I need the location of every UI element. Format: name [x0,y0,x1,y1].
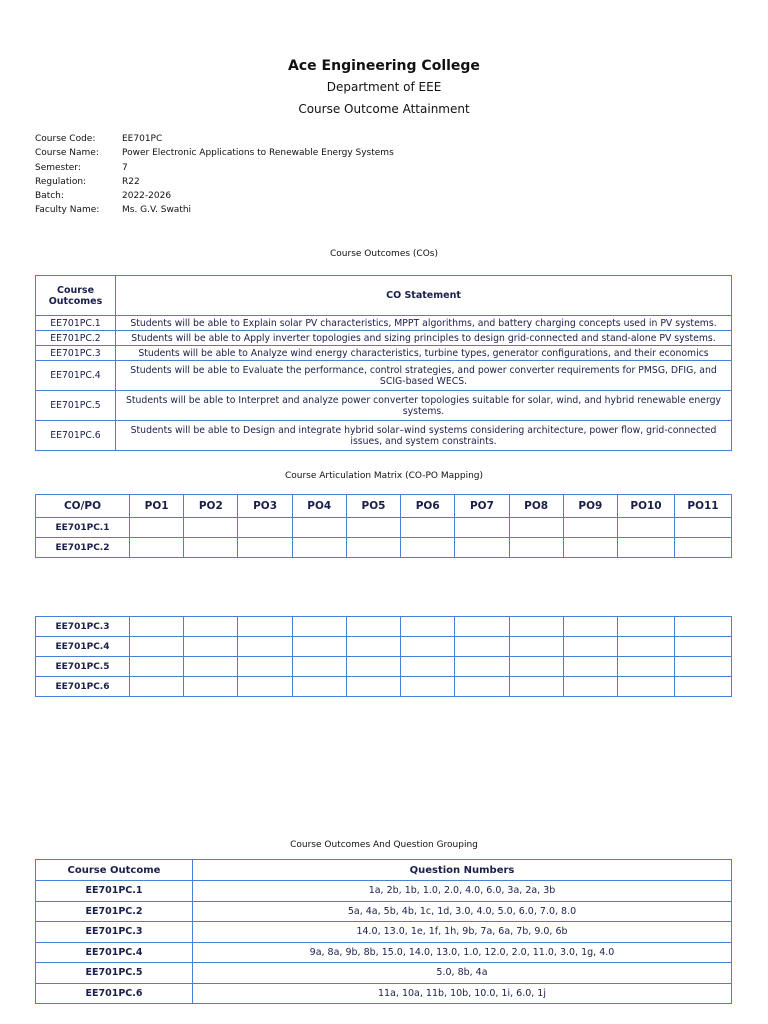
matrix-cell [130,637,184,657]
co-po-matrix-table-continued [35,616,732,697]
matrix-cell [675,617,732,637]
group-questions: 5a, 4a, 5b, 4b, 1c, 1d, 3.0, 4.0, 5.0, 6.0, 7.0, 8.0 [193,901,732,922]
matrix-cell [238,657,292,677]
info-row [35,132,394,146]
matrix-cell [618,518,675,538]
matrix-caption: Course Articulation Matrix (CO-PO Mapping) [284,471,484,481]
group-questions: 9a, 8a, 9b, 8b, 15.0, 14.0, 13.0, 1.0, 12.0, 2.0, 11.0, 3.0, 1g, 4.0 [193,942,732,963]
matrix-cell [509,617,563,637]
table-row [36,901,732,922]
matrix-cell [346,677,400,697]
matrix-cell [292,637,346,657]
table-row [36,331,732,346]
matrix-cell [184,677,238,697]
matrix-cell [130,677,184,697]
group-co-id: EE701PC.6 [36,983,193,1004]
matrix-cell [184,518,238,538]
matrix-cell [292,518,346,538]
course-outcomes-table [35,275,732,451]
matrix-cell [509,518,563,538]
group-co-id: EE701PC.3 [36,922,193,943]
info-label: Faculty Name: [35,205,100,216]
header-po6: PO6 [401,495,455,518]
table-row [36,922,732,943]
matrix-cell [618,617,675,637]
table-row [36,518,732,538]
co-section-caption: Course Outcomes (COs) [330,249,438,259]
matrix-cell [675,657,732,677]
info-row [35,161,394,175]
header-po7: PO7 [455,495,509,518]
matrix-cell [292,538,346,558]
info-label: Semester: [35,162,81,173]
table-row [36,983,732,1004]
header-po5: PO5 [346,495,400,518]
matrix-cell [563,538,617,558]
header-co-po: CO/PO [36,495,130,518]
info-value: R22 [122,176,140,187]
table-row [36,963,732,984]
group-questions: 1a, 2b, 1b, 1.0, 2.0, 4.0, 6.0, 3a, 2a, 3b [193,881,732,902]
matrix-cell [238,677,292,697]
co-statement: Students will be able to Interpret and analyze power converter topologies suitable for solar, wind, and hybrid renewable energy systems. [116,391,732,421]
matrix-cell [455,657,509,677]
co-statement: Students will be able to Design and integrate hybrid solar–wind systems considering architecture, power flow, grid-connected issues, and system constraints. [116,421,732,451]
info-label: Batch: [35,191,64,202]
header-po9: PO9 [563,495,617,518]
co-statement: Students will be able to Explain solar PV characteristics, MPPT algorithms, and battery charging concepts used in PV systems. [116,316,732,331]
matrix-cell [238,637,292,657]
department-name: Department of EEE [326,80,442,94]
row-co-id: EE701PC.1 [36,518,130,538]
matrix-cell [292,617,346,637]
matrix-cell [675,637,732,657]
info-label: Course Code: [35,134,96,144]
header-po2: PO2 [184,495,238,518]
matrix-cell [130,617,184,637]
matrix-cell [455,637,509,657]
matrix-cell [238,518,292,538]
matrix-cell [346,518,400,538]
matrix-cell [563,637,617,657]
table-row [36,346,732,361]
matrix-cell [130,538,184,558]
report-title: Course Outcome Attainment [298,102,470,116]
matrix-cell [675,538,732,558]
matrix-cell [346,617,400,637]
row-co-id: EE701PC.6 [36,677,130,697]
info-value: Power Electronic Applications to Renewable Energy Systems [122,148,394,159]
matrix-cell [675,677,732,697]
co-po-matrix-table [35,494,732,558]
info-label: Regulation: [35,176,87,187]
header-course-outcome: Course Outcome [36,860,193,881]
matrix-cell [130,657,184,677]
matrix-cell [455,538,509,558]
info-value: 2022-2026 [122,191,172,202]
table-row [36,361,732,391]
co-id: EE701PC.4 [36,361,116,391]
table-row [36,316,732,331]
info-value: 7 [122,162,128,173]
matrix-cell [401,637,455,657]
matrix-cell [618,637,675,657]
matrix-cell [401,657,455,677]
group-questions: 11a, 10a, 11b, 10b, 10.0, 1i, 6.0, 1j [193,983,732,1004]
matrix-cell [509,657,563,677]
table-row [36,538,732,558]
matrix-cell [184,637,238,657]
matrix-cell [401,538,455,558]
info-row [35,175,394,189]
question-grouping-table [35,859,732,1004]
matrix-cell [346,538,400,558]
matrix-cell [455,677,509,697]
matrix-cell [563,518,617,538]
table-row [36,881,732,902]
header-po1: PO1 [130,495,184,518]
matrix-cell [184,657,238,677]
matrix-cell [618,677,675,697]
row-co-id: EE701PC.2 [36,538,130,558]
group-co-id: EE701PC.2 [36,901,193,922]
matrix-cell [130,518,184,538]
matrix-cell [292,657,346,677]
matrix-cell [346,657,400,677]
header-po3: PO3 [238,495,292,518]
table-row [36,421,732,451]
table-row [36,677,732,697]
matrix-cell [455,617,509,637]
co-id: EE701PC.6 [36,421,116,451]
co-statement: Students will be able to Evaluate the performance, control strategies, and power converter requirements for PMSG, DFIG, and SCIG-based WECS. [116,361,732,391]
matrix-cell [455,518,509,538]
co-statement: Students will be able to Analyze wind energy characteristics, turbine types, generator configurations, and their economics [116,346,732,361]
matrix-cell [401,617,455,637]
info-row [35,146,394,160]
group-co-id: EE701PC.4 [36,942,193,963]
group-questions: 5.0, 8b, 4a [193,963,732,984]
co-id: EE701PC.3 [36,346,116,361]
row-co-id: EE701PC.5 [36,657,130,677]
table-row [36,637,732,657]
table-row [36,391,732,421]
matrix-cell [675,518,732,538]
row-co-id: EE701PC.4 [36,637,130,657]
group-co-id: EE701PC.1 [36,881,193,902]
info-value: Ms. G.V. Swathi [122,205,192,216]
info-value: EE701PC [122,134,163,144]
course-info [35,132,394,218]
matrix-cell [184,617,238,637]
matrix-cell [509,538,563,558]
co-id: EE701PC.2 [36,331,116,346]
table-row [36,617,732,637]
matrix-cell [563,617,617,637]
matrix-cell [563,657,617,677]
header-po4: PO4 [292,495,346,518]
header-po10: PO10 [618,495,675,518]
info-label: Course Name: [35,148,99,159]
co-statement: Students will be able to Apply inverter topologies and sizing principles to design grid-connected and stand-alone PV systems. [116,331,732,346]
matrix-cell [401,518,455,538]
matrix-cell [238,617,292,637]
table-row [36,657,732,677]
matrix-cell [401,677,455,697]
group-questions: 14.0, 13.0, 1e, 1f, 1h, 9b, 7a, 6a, 7b, 9.0, 6b [193,922,732,943]
header-co-statement: CO Statement [116,276,732,316]
row-co-id: EE701PC.3 [36,617,130,637]
matrix-cell [618,538,675,558]
group-co-id: EE701PC.5 [36,963,193,984]
matrix-cell [346,637,400,657]
matrix-cell [292,677,346,697]
matrix-cell [238,538,292,558]
matrix-cell [509,637,563,657]
matrix-cell [618,657,675,677]
header-course-outcomes: Course Outcomes [36,276,116,316]
header-question-numbers: Question Numbers [193,860,732,881]
co-id: EE701PC.5 [36,391,116,421]
info-row [35,203,394,217]
matrix-cell [184,538,238,558]
header-po11: PO11 [675,495,732,518]
header-po8: PO8 [509,495,563,518]
college-name: Ace Engineering College [288,58,480,74]
matrix-cell [563,677,617,697]
co-id: EE701PC.1 [36,316,116,331]
matrix-cell [509,677,563,697]
info-row [35,189,394,203]
table-row [36,942,732,963]
grouping-caption: Course Outcomes And Question Grouping [290,840,478,850]
